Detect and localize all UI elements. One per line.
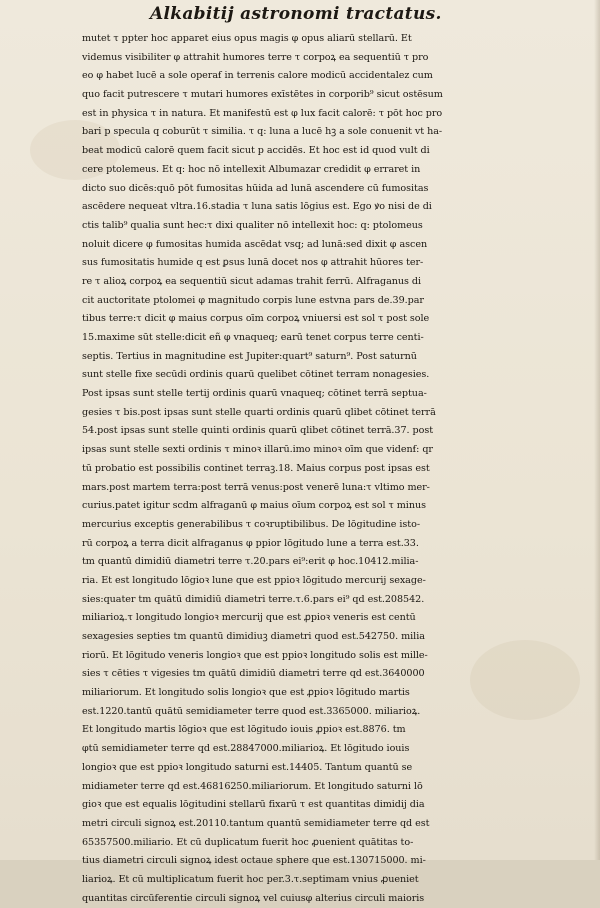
text-line: cit auctoritate ptolomei φ magnitudo corpis lune estvna pars de.39.par: [82, 294, 424, 306]
text-line: Et longitudo martis lōgioꝛ que est lōgitudo iouis ꝓpioꝛ est.8876. tm: [82, 724, 406, 736]
text-line: septis. Tertius in magnitudine est Jupiter:quart⁹ saturn⁹. Post saturnū: [82, 350, 417, 362]
text-line: sus fumositatis humide q est ꝑsus lunā docet nos φ attrahit hūores ter-: [82, 257, 424, 269]
text-line: gioꝛ que est equalis lōgitudini stellarū fixarū τ est quantitas dimidij dia: [82, 799, 425, 811]
text-line: longioꝛ que est ppioꝛ longitudo saturni est.14405. Tantum quantū se: [82, 761, 413, 773]
text-line: metri circuli signoꝝ est.20110.tantum quantū semidiameter terre qd est: [82, 817, 430, 829]
text-line: cere ptolemeus. Et q: hoc nō intellexit Albumazar credidit φ erraret in: [82, 163, 421, 175]
text-line: videmus visibiliter φ attrahit humores terre τ corpoꝝ ea sequentiū τ pro: [82, 51, 429, 63]
text-line: quo facit putrescere τ mutari humores exīstētes in corporib⁹ sicut ostēsum: [82, 89, 443, 101]
text-line: sunt stelle fixe secūdi ordinis quarū quelibet cōtinet terram nonagesies.: [82, 369, 430, 381]
text-line: Post ipsas sunt stelle tertij ordinis quarū vnaqueq; cōtinet terrā septua-: [82, 388, 427, 400]
text-line: curius.patet igitur scdm alfraganū φ maius oīum corpoꝝ est sol τ minus: [82, 500, 426, 512]
text-line: est in physica τ in natura. Et manifestū est φ lux facit calorē: τ pōt hoc pro: [82, 107, 443, 119]
text-line: dicto suo dicēs:quō pōt fumositas hūida ad lunā ascendere cū fumositas: [82, 182, 429, 194]
text-line: bari p specula q coburūt τ similia. τ q: luna a lucē hꝫ a sole conuenit vt ha-: [82, 126, 443, 138]
text-line: beat modicū calorē quem facit sicut p accidēs. Et hoc est id quod vult di: [82, 145, 430, 157]
text-line: mutet τ ppter hoc apparet eius opus magis φ opus aliarū stellarū. Et: [82, 33, 412, 44]
text-line: gesies τ bis.post ipsas sunt stelle quarti ordinis quarū qlibet cōtinet terrā: [82, 406, 436, 418]
text-line: tū probatio est possibilis continet terraꝫ.18. Maius corpus post ipsas est: [82, 462, 430, 474]
text-line: sies:quater tm quātū dimidiū diametri terre.τ.6.pars ei⁹ qd est.208542.: [82, 593, 425, 605]
text-line: 15.maxime sūt stelle:dicit eñ φ vnaqueq; earū tenet corpus terre centi-: [82, 332, 424, 343]
text-line: ascēdere nequeat vltra.16.stadia τ luna satis lōgius est. Ego ꝟo nisi de di: [82, 201, 432, 213]
text-line: eo φ habet lucē a sole operaẜ in terrenis calore modicū accidentalez cum: [82, 70, 433, 82]
text-line: tius diametri circuli signoꝝ idest octaue sphere que est.130715000. mi-: [82, 855, 426, 867]
text-line: quantitas circūferentie circuli signoꝝ vel cuiusφ alterius circuli maioris: [82, 892, 425, 904]
text-line: miliarioꝝ.τ longitudo longioꝛ mercurij que est ꝓpioꝛ veneris est centū: [82, 612, 416, 624]
text-line: rū corpoꝝ a terra dicit alfraganus φ ppior lōgitudo lune a terra est.33.: [82, 537, 419, 549]
text-line: re τ alioꝝ corpoꝝ ea sequentiū sicut adamas trahit ferrū. Alfraganus di: [82, 275, 422, 287]
text-line: est.1220.tantū quātū semidiameter terre quod est.3365000. miliarioꝝ.: [82, 705, 421, 717]
text-line: φtū semidiameter terre qd est.28847000.miliarioꝝ. Et lōgitudo iouis: [82, 743, 410, 755]
text-line: sexagesies septies tm quantū dimidiuꝫ diametri quod est.542750. milia: [82, 631, 425, 642]
text-line: riorū. Et lōgitudo veneris longioꝛ que est ppioꝛ longitudo solis est mille-: [82, 649, 428, 661]
text-line: ria. Et est longitudo lōgioꝛ lune que est ppioꝛ lōgitudo mercurij sexage-: [82, 574, 426, 586]
text-line: noluit dicere φ fumositas humida ascēdat vsq; ad lunā:sed dixit φ ascen: [82, 238, 428, 250]
text-line: mars.post martem terra:post terrā venus:post venerē luna:τ vltimo mer-: [82, 481, 430, 493]
page-edge-shadow: [594, 0, 600, 860]
text-line: 65357500.miliario. Et cū duplicatum fuerit hoc ꝓuenient quātitas to-: [82, 836, 414, 848]
text-line: mercurius exceptis generabilibus τ coꝛruptibilibus. De lōgitudine isto-: [82, 518, 421, 530]
text-line: midiameter terre qd est.46816250.miliariorum. Et longitudo saturni lō: [82, 780, 423, 792]
text-line: tm quantū dimidiū diametri terre τ.20.pars ei⁹:erit φ hoc.10412.milia-: [82, 556, 419, 568]
running-head: Alkabitij astronomi tractatus.: [150, 4, 442, 24]
text-line: ctis talib⁹ qualia sunt hec:τ dixi qualiter nō intellexit hoc: q: ptolomeus: [82, 219, 423, 231]
text-line: 54.post ipsas sunt stelle quinti ordinis quarū qlibet cōtinet terrā.37. post: [82, 425, 434, 437]
text-line: ipsas sunt stelle sexti ordinis τ minoꝛ illarū.imo minoꝛ oīm que videnẜ: qr: [82, 444, 433, 456]
text-block: [82, 30, 556, 908]
text-line: sies τ cēties τ vigesies tm quātū dimidiū diametri terre qd est.3640000: [82, 668, 425, 680]
text-line: tibus terre:τ dicit φ maius corpus oīm corpoꝝ vniuersi est sol τ post sole: [82, 313, 430, 325]
text-line: miliariorum. Et longitudo solis longioꝛ que est ꝓpioꝛ lōgitudo martis: [82, 687, 410, 699]
text-line: liarioꝝ. Et cū multiplicatum fuerit hoc per.3.τ.septimam vnius ꝓueniet: [82, 873, 419, 885]
